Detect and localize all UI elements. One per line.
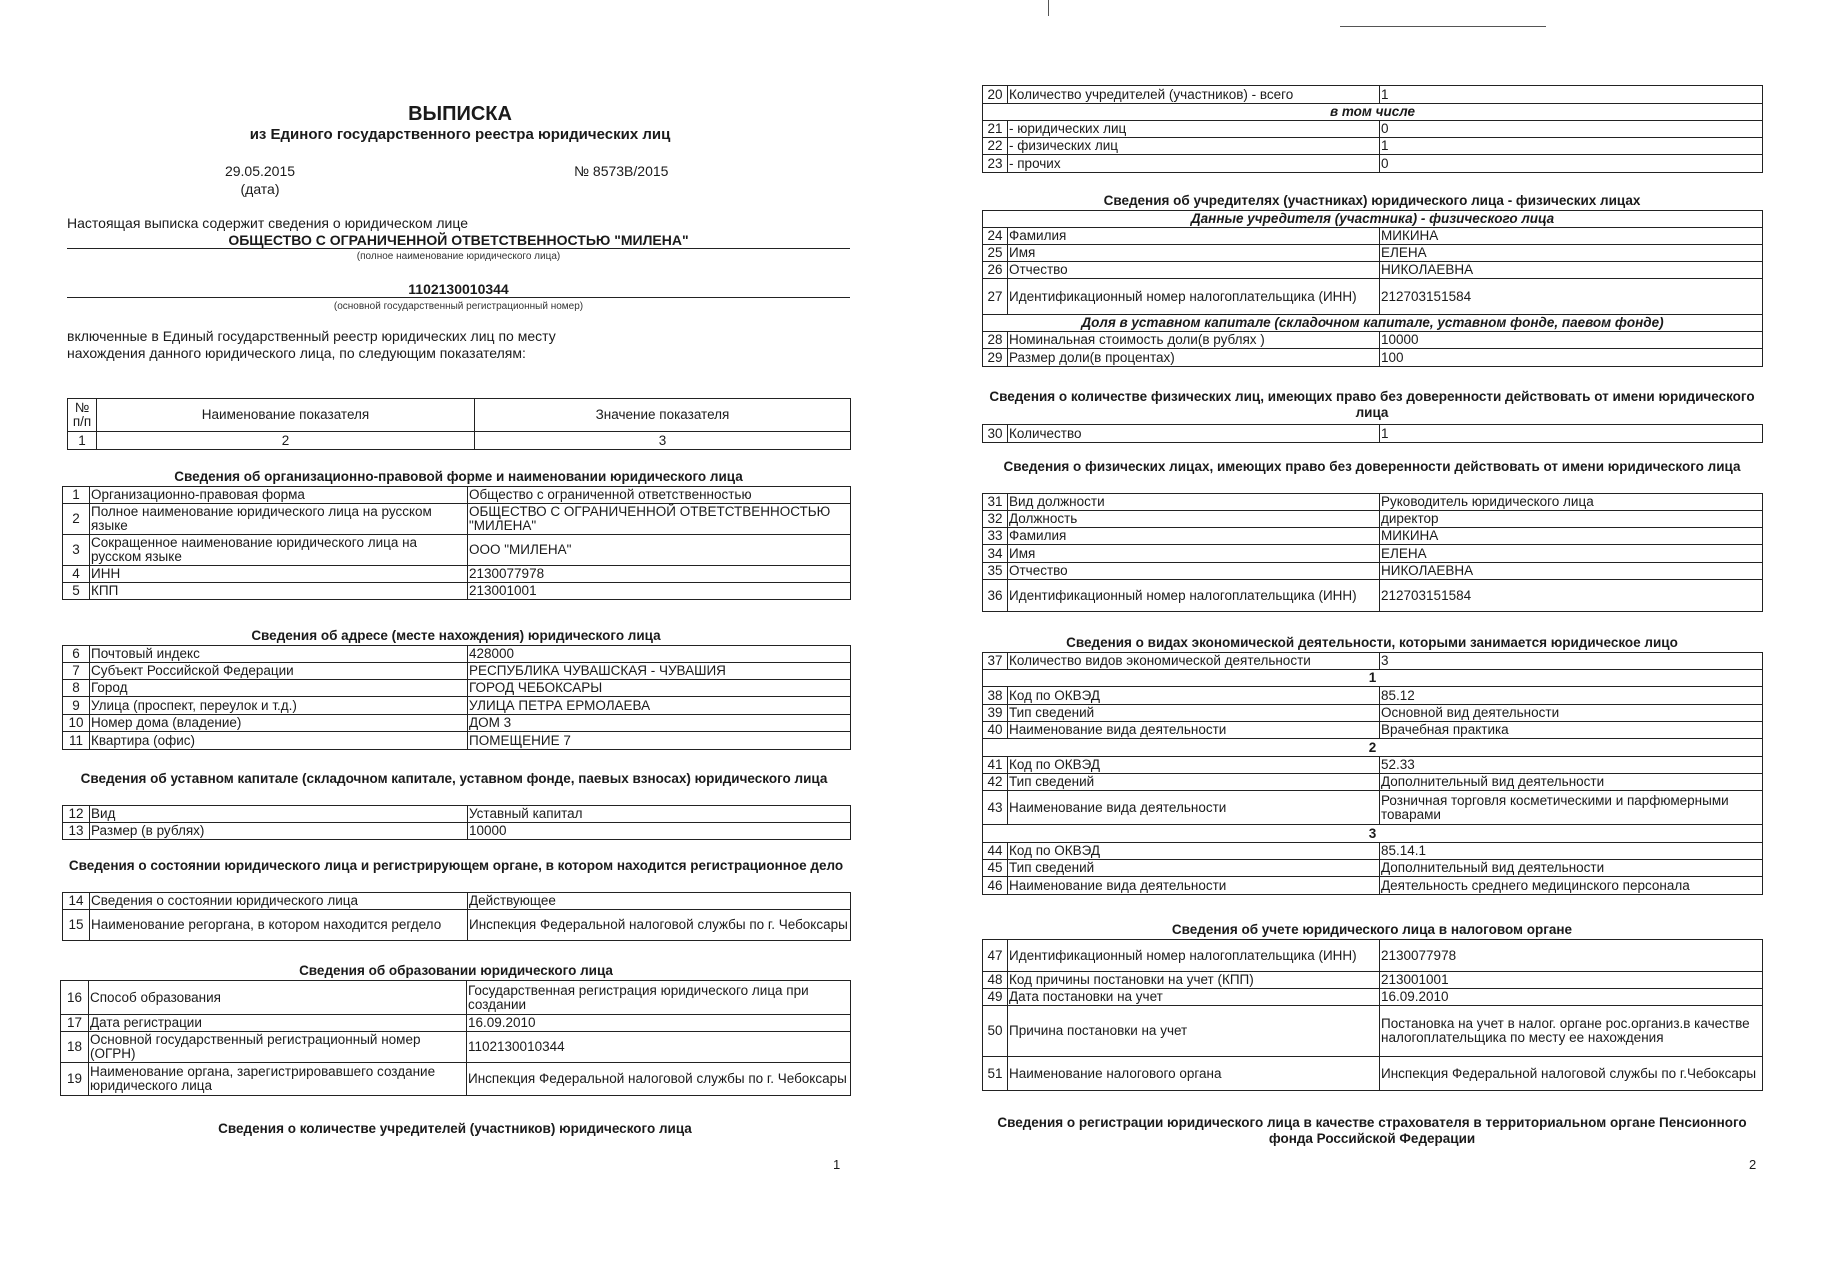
indicator-value: Государственная регистрация юридического лица при создании [467,981,851,1015]
row-number: 21 [983,121,1008,138]
row-number: 15 [63,910,90,941]
capital-table [62,805,851,840]
indicator-name: ИНН [90,566,468,583]
indicator-value: 213001001 [468,583,851,600]
indicator-value: Инспекция Федеральной налоговой службы по г. Чебоксары [468,910,851,941]
indicator-name: Наименование вида деятельности [1008,877,1380,895]
ogrn-value: 1102130010344 [67,281,850,298]
table-row [61,1015,851,1032]
table-row [983,940,1763,972]
formation-table [60,980,851,1096]
indicator-name: Количество [1008,425,1380,443]
indicator-name: Код по ОКВЭД [1008,687,1380,705]
table-row [983,138,1763,155]
indicator-name: Субъект Российской Федерации [90,663,468,680]
table-row [983,86,1763,104]
indicator-name: Основной государственный регистрационный номер (ОГРН) [89,1032,467,1063]
indicator-name: Идентификационный номер налогоплательщика (ИНН) [1008,279,1380,315]
legal-form-table [62,486,851,600]
indicator-value: 0 [1380,155,1763,173]
indicator-value: РЕСПУБЛИКА ЧУВАШСКАЯ - ЧУВАШИЯ [468,663,851,680]
row-number: 7 [63,663,90,680]
table-row [983,653,1763,670]
section-title-authorized-count: Сведения о количестве физических лиц, имеющих право без доверенности действовать от имени юридического лица [989,389,1755,420]
row-number: 28 [983,332,1008,349]
indicator-name: Код по ОКВЭД [1008,843,1380,860]
page-number: 2 [1749,1157,1757,1172]
row-number: 44 [983,843,1008,860]
table-row [63,697,851,715]
indicator-name: Отчество [1008,563,1380,580]
row-number: 24 [983,228,1008,245]
table-row [983,705,1763,722]
included-text-line1: включенные в Единый государственный реестр юридических лиц по месту [67,328,556,344]
indicator-value: ДОМ 3 [468,715,851,732]
header-col2: 2 [97,432,475,450]
indicator-name: Город [90,680,468,697]
indicator-value: Дополнительный вид деятельности [1380,774,1763,791]
table-row [983,563,1763,580]
row-number: 38 [983,687,1008,705]
row-number: 17 [61,1015,89,1032]
table-row [983,972,1763,989]
group-row [983,670,1763,687]
document-subtitle: из Единого государственного реестра юридических лиц [249,126,671,143]
indicator-name: Тип сведений [1008,860,1380,877]
row-number: 1 [63,487,90,504]
table-row [63,583,851,600]
indicator-value: Розничная торговля косметическими и парфюмерными товарами [1380,791,1763,825]
table-row [983,580,1763,612]
row-number: 48 [983,972,1008,989]
table-row [983,843,1763,860]
table-row [983,155,1763,173]
authorized-count-table [982,424,1763,443]
indicator-name: Сокращенное наименование юридического лица на русском языке [90,535,468,566]
indicator-name: Причина постановки на учет [1008,1006,1380,1057]
table-row [61,981,851,1015]
table-row [63,715,851,732]
group-number: 2 [983,739,1763,757]
indicator-value: Общество с ограниченной ответственностью [468,487,851,504]
indicator-value: 1 [1380,138,1763,155]
indicator-name: Полное наименование юридического лица на русском языке [90,504,468,535]
table-row [63,732,851,750]
section-title-status: Сведения о состоянии юридического лица и регистрирующем органе, в котором находится регистрационное дело [68,858,844,873]
indicator-name: - прочих [1008,155,1380,173]
row-number: 50 [983,1006,1008,1057]
indicator-value: Основной вид деятельности [1380,705,1763,722]
table-row [63,680,851,697]
table-row [983,511,1763,528]
table-row [983,279,1763,315]
intro-text: Настоящая выписка содержит сведения о юридическом лице [67,215,468,231]
indicator-value: 85.14.1 [1380,843,1763,860]
table-row [63,910,851,941]
section-title-authorized-persons: Сведения о физических лицах, имеющих право без доверенности действовать от имени юридического лица [1003,459,1741,474]
header-num-label: № п/п [68,399,97,432]
indicator-value: Дополнительный вид деятельности [1380,860,1763,877]
header-col3: 3 [475,432,851,450]
row-number: 32 [983,511,1008,528]
indicator-name: Тип сведений [1008,705,1380,722]
table-row [983,425,1763,443]
indicator-value: Инспекция Федеральной налоговой службы по г. Чебоксары [467,1063,851,1096]
indicator-name: Наименование органа, зарегистрировавшего создание юридического лица [89,1063,467,1096]
row-number: 22 [983,138,1008,155]
indicator-value: 85.12 [1380,687,1763,705]
indicator-value: ОБЩЕСТВО С ОГРАНИЧЕННОЙ ОТВЕТСТВЕННОСТЬЮ "МИЛЕНА" [468,504,851,535]
row-number: 26 [983,262,1008,279]
founders-count-table [982,85,1763,173]
table-row [983,687,1763,705]
indicator-value: ПОМЕЩЕНИЕ 7 [468,732,851,750]
scan-mark [1340,26,1546,27]
indicator-name: Размер (в рублях) [90,823,468,840]
indicator-name: Наименование вида деятельности [1008,791,1380,825]
indicator-value: 3 [1380,653,1763,670]
row-number: 29 [983,349,1008,367]
indicator-value: 10000 [468,823,851,840]
table-row [983,545,1763,563]
indicator-name: Идентификационный номер налогоплательщика (ИНН) [1008,940,1380,972]
row-number: 10 [63,715,90,732]
table-row [983,757,1763,774]
row-number: 40 [983,722,1008,739]
row-number: 34 [983,545,1008,563]
row-number: 2 [63,504,90,535]
indicator-value: ГОРОД ЧЕБОКСАРЫ [468,680,851,697]
row-number: 11 [63,732,90,750]
row-number: 51 [983,1057,1008,1091]
row-number: 33 [983,528,1008,545]
indicator-value: НИКОЛАЕВНА [1380,262,1763,279]
row-number: 39 [983,705,1008,722]
section-title-address: Сведения об адресе (месте нахождения) юридического лица [251,628,661,643]
row-number: 18 [61,1032,89,1063]
row-number: 20 [983,86,1008,104]
indicator-value: 16.09.2010 [1380,989,1763,1006]
table-row [61,1063,851,1096]
subheader-cell: Доля в уставном капитале (складочном капитале, уставном фонде, паевом фонде) [983,315,1763,332]
indicator-value: 428000 [468,646,851,663]
row-number: 5 [63,583,90,600]
document-title: ВЫПИСКА [408,103,512,125]
indicator-value: НИКОЛАЕВНА [1380,563,1763,580]
row-number: 4 [63,566,90,583]
indicator-value: 1 [1380,86,1763,104]
table-row [61,1032,851,1063]
subheader-row [983,315,1763,332]
indicator-name: Дата постановки на учет [1008,989,1380,1006]
founders-persons-table [982,210,1763,367]
row-number: 35 [983,563,1008,580]
indicator-value: ЕЛЕНА [1380,245,1763,262]
table-row [983,989,1763,1006]
indicator-name: Имя [1008,545,1380,563]
indicator-value: 0 [1380,121,1763,138]
header-name-label: Наименование показателя [97,399,475,432]
table-row [983,349,1763,367]
indicator-name: Идентификационный номер налогоплательщика (ИНН) [1008,580,1380,612]
section-title-founders-count: Сведения о количестве учредителей (участников) юридического лица [218,1121,692,1136]
indicator-name: Квартира (офис) [90,732,468,750]
row-number: 42 [983,774,1008,791]
indicator-name: Фамилия [1008,228,1380,245]
indicator-name: Дата регистрации [89,1015,467,1032]
company-name-caption: (полное наименование юридического лица) [356,251,561,262]
group-row [983,739,1763,757]
table-row [63,487,851,504]
row-number: 6 [63,646,90,663]
row-number: 43 [983,791,1008,825]
row-number: 14 [63,893,90,910]
indicator-name: Наименование регоргана, в котором находится регдело [90,910,468,941]
row-number: 47 [983,940,1008,972]
section-title-tax: Сведения об учете юридического лица в налоговом органе [1171,922,1573,937]
row-number: 19 [61,1063,89,1096]
row-number: 37 [983,653,1008,670]
row-number: 3 [63,535,90,566]
indicator-name: Наименование налогового органа [1008,1057,1380,1091]
section-title-capital: Сведения об уставном капитале (складочном капитале, уставном фонде, паевых взносах) юридического лица [80,771,828,786]
indicator-value: МИКИНА [1380,528,1763,545]
indicator-name: Наименование вида деятельности [1008,722,1380,739]
indicator-value: 52.33 [1380,757,1763,774]
extract-date-caption: (дата) [240,181,280,197]
table-row [983,860,1763,877]
address-table [62,645,851,750]
table-row [63,504,851,535]
authorized-persons-table [982,493,1763,612]
indicator-value: Врачебная практика [1380,722,1763,739]
company-full-name: ОБЩЕСТВО С ОГРАНИЧЕННОЙ ОТВЕТСТВЕННОСТЬЮ "МИЛЕНА" [67,232,850,249]
header-table [67,398,851,450]
section-title-pension-fund: Сведения о регистрации юридического лица в качестве страхователя в территориальном органе Пенсионного фонда Российской Федерации [997,1115,1747,1146]
indicator-value: ЕЛЕНА [1380,545,1763,563]
indicator-value: 100 [1380,349,1763,367]
indicator-name: - юридических лиц [1008,121,1380,138]
indicator-name: Вид должности [1008,494,1380,511]
indicator-name: Тип сведений [1008,774,1380,791]
table-row [983,121,1763,138]
row-number: 41 [983,757,1008,774]
indicator-name: Размер доли(в процентах) [1008,349,1380,367]
group-row [983,825,1763,843]
indicator-name: Номер дома (владение) [90,715,468,732]
indicator-name: Фамилия [1008,528,1380,545]
header-col1: 1 [68,432,97,450]
page-1 [0,0,900,1269]
indicator-value: 1102130010344 [467,1032,851,1063]
table-row [983,791,1763,825]
table-row [63,663,851,680]
row-number: 12 [63,806,90,823]
indicator-name: Отчество [1008,262,1380,279]
indicator-name: Сведения о состоянии юридического лица [90,893,468,910]
section-title-legal-form: Сведения об организационно-правовой форме и наименовании юридического лица [174,469,743,484]
page-number: 1 [833,1157,841,1172]
indicator-name: - физических лиц [1008,138,1380,155]
indicator-name: Количество видов экономической деятельности [1008,653,1380,670]
extract-number: № 8573В/2015 [574,163,669,179]
indicator-name: Улица (проспект, переулок и т.д.) [90,697,468,715]
indicator-value: 212703151584 [1380,279,1763,315]
indicator-name: Способ образования [89,981,467,1015]
group-number: 1 [983,670,1763,687]
indicator-value: ООО "МИЛЕНА" [468,535,851,566]
table-row [63,566,851,583]
indicator-name: Вид [90,806,468,823]
section-title-founders-persons: Сведения об учредителях (участниках) юридического лица - физических лицах [1103,193,1641,208]
indicator-name: Почтовый индекс [90,646,468,663]
indicator-value: Руководитель юридического лица [1380,494,1763,511]
row-number: 46 [983,877,1008,895]
indicator-name: Номинальная стоимость доли(в рублях ) [1008,332,1380,349]
indicator-value: директор [1380,511,1763,528]
table-row [63,806,851,823]
row-number: 25 [983,245,1008,262]
group-number: 3 [983,825,1763,843]
indicator-value: 2130077978 [1380,940,1763,972]
indicator-value: Инспекция Федеральной налоговой службы по г.Чебоксары [1380,1057,1763,1091]
section-title-activities: Сведения о видах экономической деятельности, которыми занимается юридическое лицо [1066,635,1678,650]
row-number: 16 [61,981,89,1015]
extract-date: 29.05.2015 [224,163,296,179]
row-number: 30 [983,425,1008,443]
table-row [983,332,1763,349]
tax-table [982,939,1763,1091]
table-row [983,877,1763,895]
row-number: 49 [983,989,1008,1006]
table-row [983,774,1763,791]
indicator-value: Действующее [468,893,851,910]
row-number: 36 [983,580,1008,612]
indicator-name: Должность [1008,511,1380,528]
indicator-value: 2130077978 [468,566,851,583]
section-title-formation: Сведения об образовании юридического лица [299,963,613,978]
indicator-value: 212703151584 [1380,580,1763,612]
row-number: 9 [63,697,90,715]
table-row [983,1006,1763,1057]
row-number: 31 [983,494,1008,511]
indicator-value: 213001001 [1380,972,1763,989]
activities-table [982,652,1763,895]
row-number: 13 [63,823,90,840]
table-row [983,528,1763,545]
header-value-label: Значение показателя [475,399,851,432]
table-row [63,646,851,663]
row-number: 27 [983,279,1008,315]
subheader-cell: Данные учредителя (участника) - физического лица [983,211,1763,228]
table-row [983,228,1763,245]
subheader-row [983,104,1763,121]
table-row [63,823,851,840]
table-row [983,262,1763,279]
table-row [63,535,851,566]
indicator-name: Количество учредителей (участников) - всего [1008,86,1380,104]
indicator-name: Код по ОКВЭД [1008,757,1380,774]
indicator-value: МИКИНА [1380,228,1763,245]
table-row [983,722,1763,739]
status-table [62,892,851,941]
row-number: 23 [983,155,1008,173]
table-row [983,245,1763,262]
indicator-name: Имя [1008,245,1380,262]
indicator-value: 16.09.2010 [467,1015,851,1032]
scan-mark [1048,0,1049,16]
indicator-value: 1 [1380,425,1763,443]
row-number: 45 [983,860,1008,877]
table-row [983,1057,1763,1091]
subheader-row [983,211,1763,228]
indicator-value: Уставный капитал [468,806,851,823]
indicator-name: КПП [90,583,468,600]
ogrn-caption: (основной государственный регистрационный номер) [333,301,584,312]
indicator-value: Деятельность среднего медицинского персонала [1380,877,1763,895]
page-2 [900,0,1821,1269]
indicator-name: Код причины постановки на учет (КПП) [1008,972,1380,989]
table-row [983,494,1763,511]
indicator-value: УЛИЦА ПЕТРА ЕРМОЛАЕВА [468,697,851,715]
indicator-value: Постановка на учет в налог. органе рос.организ.в качестве налогоплательщика по месту ее нахождения [1380,1006,1763,1057]
included-text-line2: нахождения данного юридического лица, по следующим показателям: [67,345,526,361]
indicator-name: Организационно-правовая форма [90,487,468,504]
indicator-value: 10000 [1380,332,1763,349]
row-number: 8 [63,680,90,697]
table-row [63,893,851,910]
subheader-cell: в том числе [983,104,1763,121]
